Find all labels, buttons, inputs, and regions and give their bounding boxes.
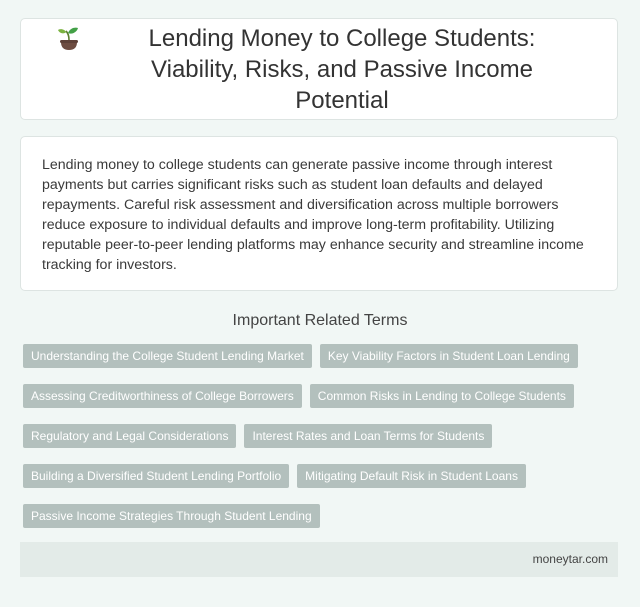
term-tag[interactable]: Mitigating Default Risk in Student Loans bbox=[297, 464, 526, 488]
term-tag[interactable]: Common Risks in Lending to College Students bbox=[310, 384, 574, 408]
title-card bbox=[20, 18, 618, 120]
footer-site-link[interactable]: moneytar.com bbox=[532, 552, 608, 566]
related-terms-list bbox=[23, 344, 623, 568]
term-tag[interactable]: Assessing Creditworthiness of College Borrowers bbox=[23, 384, 302, 408]
term-tag[interactable]: Key Viability Factors in Student Loan Lending bbox=[320, 344, 578, 368]
page-title: Lending Money to College Students: Viability, Risks, and Passive Income Potential bbox=[148, 24, 536, 114]
term-tag[interactable]: Understanding the College Student Lending Market bbox=[23, 344, 312, 368]
summary-card bbox=[20, 136, 618, 291]
sprout-icon bbox=[56, 25, 82, 51]
footer bbox=[20, 542, 618, 577]
term-tag[interactable]: Interest Rates and Loan Terms for Students bbox=[244, 424, 492, 448]
title-row bbox=[56, 23, 582, 116]
term-tag[interactable]: Passive Income Strategies Through Student Lending bbox=[23, 504, 320, 528]
related-terms-heading: Important Related Terms bbox=[232, 312, 408, 329]
summary-text: Lending money to college students can generate passive income through interest payments but carries significant risks such as student loan defaults and delayed repayments. Careful risk assessment and diversification across multiple borrowers reduce exposure to individual defaults and improve long-term profitability. Utilizing reputable peer-to-peer lending platforms may enhance security and streamline income tracking for investors. bbox=[42, 157, 584, 273]
term-tag[interactable]: Building a Diversified Student Lending Portfolio bbox=[23, 464, 289, 488]
term-tag[interactable]: Regulatory and Legal Considerations bbox=[23, 424, 236, 448]
